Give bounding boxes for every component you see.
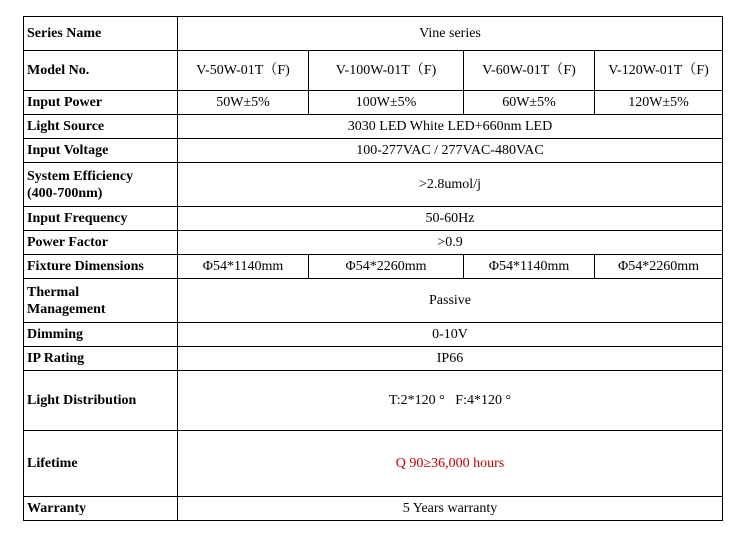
fixture-dimensions-cell: Φ54*1140mm [178, 255, 309, 279]
fixture-dimensions-label: Fixture Dimensions [24, 255, 178, 279]
row-light-distribution [24, 371, 723, 431]
thermal-management-label-line2: Management [27, 301, 106, 317]
input-power-cell: 50W±5% [178, 91, 309, 115]
model-no-cell: V-100W-01T（F) [309, 51, 464, 91]
row-series-name [24, 17, 723, 51]
input-power-cell: 100W±5% [309, 91, 464, 115]
light-source-label: Light Source [24, 115, 178, 139]
system-efficiency-value: >2.8umol/j [178, 163, 723, 207]
row-fixture-dimensions [24, 255, 723, 279]
power-factor-label: Power Factor [24, 231, 178, 255]
warranty-value: 5 Years warranty [178, 497, 723, 521]
fixture-dimensions-cell: Φ54*2260mm [309, 255, 464, 279]
row-lifetime [24, 431, 723, 497]
lifetime-label: Lifetime [24, 431, 178, 497]
row-thermal-management [24, 279, 723, 323]
fixture-dimensions-cell: Φ54*1140mm [464, 255, 595, 279]
row-light-source [24, 115, 723, 139]
input-voltage-value: 100-277VAC / 277VAC-480VAC [178, 139, 723, 163]
thermal-management-label [24, 279, 178, 323]
warranty-label: Warranty [24, 497, 178, 521]
model-no-cell: V-50W-01T（F) [178, 51, 309, 91]
input-power-cell: 60W±5% [464, 91, 595, 115]
model-no-cell: V-60W-01T（F) [464, 51, 595, 91]
spec-table [23, 16, 723, 521]
fixture-dimensions-cell: Φ54*2260mm [595, 255, 723, 279]
ip-rating-value: IP66 [178, 347, 723, 371]
ip-rating-label: IP Rating [24, 347, 178, 371]
row-warranty [24, 497, 723, 521]
power-factor-value: >0.9 [178, 231, 723, 255]
dimming-value: 0-10V [178, 323, 723, 347]
series-name-label: Series Name [24, 17, 178, 51]
thermal-management-value: Passive [178, 279, 723, 323]
input-power-cell: 120W±5% [595, 91, 723, 115]
model-no-cell: V-120W-01T（F) [595, 51, 723, 91]
row-power-factor [24, 231, 723, 255]
row-dimming [24, 323, 723, 347]
input-frequency-value: 50-60Hz [178, 207, 723, 231]
row-system-efficiency [24, 163, 723, 207]
system-efficiency-label [24, 163, 178, 207]
model-no-label: Model No. [24, 51, 178, 91]
series-name-value: Vine series [178, 17, 723, 51]
input-power-label: Input Power [24, 91, 178, 115]
system-efficiency-label-line2: (400-700nm) [27, 185, 103, 201]
row-ip-rating [24, 347, 723, 371]
dimming-label: Dimming [24, 323, 178, 347]
input-frequency-label: Input Frequency [24, 207, 178, 231]
system-efficiency-label-line1: System Efficiency [27, 168, 134, 184]
lifetime-value: Q 90≥36,000 hours [178, 431, 723, 497]
row-input-power [24, 91, 723, 115]
row-input-voltage [24, 139, 723, 163]
light-source-value: 3030 LED White LED+660nm LED [178, 115, 723, 139]
row-model-no [24, 51, 723, 91]
light-distribution-label: Light Distribution [24, 371, 178, 431]
row-input-frequency [24, 207, 723, 231]
light-distribution-value: T:2*120 ° F:4*120 ° [178, 371, 723, 431]
thermal-management-label-line1: Thermal [27, 284, 80, 300]
input-voltage-label: Input Voltage [24, 139, 178, 163]
